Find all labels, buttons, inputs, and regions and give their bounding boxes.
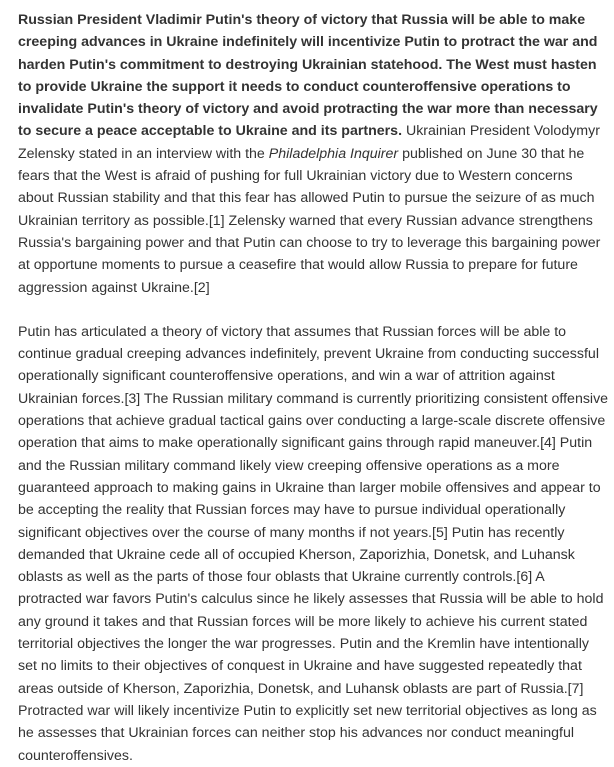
paragraph-2: Putin has articulated a theory of victory that assumes that Russian forces will be able to continue gradual creeping advances indefinitely, prevent Ukraine from conducting successful operationally significant counteroffensive operations, and win a war of attrition against Ukrainian forces.[3] The Russian military command is currently prioritizing consistent offensive operations that achieve gradual tactical gains over conducting a large-scale discrete offensive operation that aims to make operationally significant gains through rapid maneuver.[4] Putin and the Russian military command likely view creeping offensive operations as a more guaranteed approach to making gains in Ukraine than larger mobile offensives and appear to be accepting the reality that Russian forces may have to pursue individual operationally significant objectives over the course of many months if not years.[5] Putin has recently demanded that Ukraine cede all of occupied Kherson, Zaporizhia, Donetsk, and Luhansk oblasts as well as the parts of those four oblasts that Ukraine currently controls.[6] A protracted war favors Putin's calculus since he likely assesses that Russia will be able to hold any ground it takes and that Russian forces will be more likely to achieve his current stated territorial objectives the longer the war progresses. Putin and the Kremlin have intentionally set no limits to their objectives of conquest in Ukraine and have suggested repeatedly that areas outside of Kherson, Zaporizhia, Donetsk, and Luhansk oblasts are part of Russia.[7] Protracted war will likely incentivize Putin to explicitly set new territorial objectives as long as he assesses that Ukrainian forces can neither stop his advances nor conduct meaningful counteroffensives. (18, 323, 609, 764)
paragraph-1-text-a: Ukrainian President Volodymyr Zelensky stated in an interview with the (18, 123, 600, 162)
paragraph-1-text-b: published on June 30 that he fears that the West is afraid of pushing for full Ukrainian victory due to Western concerns about Russian stability and that this fear has allowed Putin to pursue the seizure of as much Ukrainian territory as possible.[1] Zelensky warned that every Russian advance strengthens Russia's bargaining power and that Putin can choose to try to leverage this bargaining power at opportune moments to pursue a ceasefire that would allow Russia to prepare for future aggression against Ukraine.[2] (18, 145, 601, 296)
lead-bold-text: Russian President Vladimir Putin's theory of victory that Russia will be able to make creeping advances in Ukraine indefinitely will incentivize Putin to protract the war and harden Putin's commitment to destroying Ukrainian statehood. The West must hasten to provide Ukraine the support it needs to conduct counteroffensive operations to invalidate Putin's theory of victory and avoid protracting the war more than necessary to secure a peace acceptable to Ukraine and its partners. (18, 12, 598, 140)
paragraph-1 (18, 9, 610, 299)
source-publication: Philadelphia Inquirer (268, 145, 399, 162)
